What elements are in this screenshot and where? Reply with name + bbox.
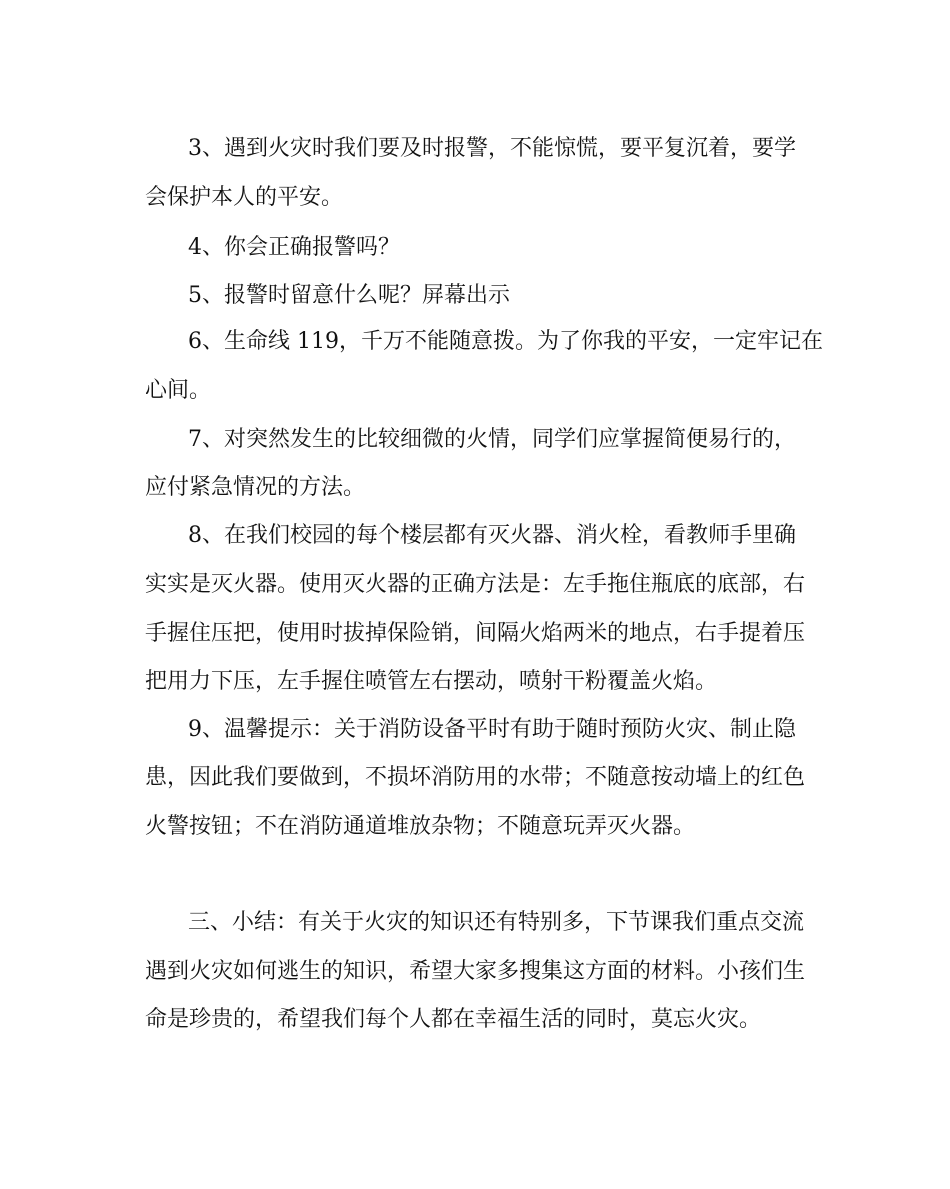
paragraph-8-line-1: 8、在我们校园的每个楼层都有灭火器、消火栓，看教师手里确 [188, 523, 796, 548]
summary-line-1: 三、小结：有关于火灾的知识还有特别多，下节课我们重点交流 [188, 910, 805, 935]
summary-line-3: 命是珍贵的，希望我们每个人都在幸福生活的同时，莫忘火灾。 [145, 1007, 762, 1032]
paragraph-6-line-1: 6、生命线 119，千万不能随意拨。为了你我的平安，一定牢记在 [188, 329, 823, 354]
paragraph-5: 5、报警时留意什么呢？屏幕出示 [188, 283, 510, 308]
paragraph-8-line-2: 实实是灭火器。使用灭火器的正确方法是：左手拖住瓶底的底部，右 [145, 572, 806, 597]
paragraph-8-line-4: 把用力下压，左手握住喷管左右摆动，喷射干粉覆盖火焰。 [145, 669, 718, 694]
paragraph-3-line-2: 会保护本人的平安。 [145, 185, 344, 210]
paragraph-3-line-1: 3、遇到火灾时我们要及时报警，不能惊慌，要平复沉着，要学 [188, 136, 796, 161]
paragraph-9-line-2: 患，因此我们要做到，不损坏消防用的水带；不随意按动墙上的红色 [145, 765, 806, 790]
paragraph-8-line-3: 手握住压把，使用时拔掉保险销，间隔火焰两米的地点，右手提着压 [145, 621, 806, 646]
paragraph-7-line-1: 7、对突然发生的比较细微的火情，同学们应掌握简便易行的， [188, 427, 796, 452]
summary-line-2: 遇到火灾如何逃生的知识，希望大家多搜集这方面的材料。小孩们生 [145, 959, 806, 984]
paragraph-9-line-1: 9、温馨提示：关于消防设备平时有助于随时预防火灾、制止隐 [188, 717, 796, 742]
paragraph-6-line-2: 心间。 [145, 378, 212, 403]
paragraph-4: 4、你会正确报警吗？ [188, 235, 400, 260]
paragraph-9-line-3: 火警按钮；不在消防通道堆放杂物；不随意玩弄灭火器。 [145, 814, 696, 839]
paragraph-7-line-2: 应付紧急情况的方法。 [145, 475, 366, 500]
